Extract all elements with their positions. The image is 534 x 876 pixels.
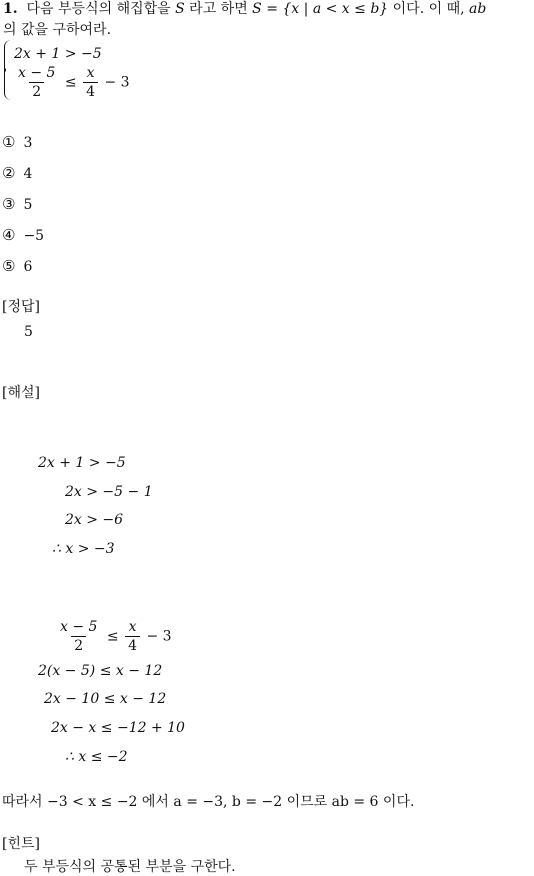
choice-4[interactable]	[2, 228, 44, 243]
solution-step: 2x > −6	[65, 512, 124, 528]
answer-value: 5	[24, 324, 33, 340]
choice-marker: ④	[2, 226, 16, 244]
problem-text-b: 라고 하면	[189, 1, 248, 17]
set-expression: S = {x | a < x ≤ b}	[252, 1, 389, 17]
solution-step: ∴ x > −3	[52, 541, 115, 557]
solution-step: 2x + 1 > −5	[38, 455, 126, 471]
choice-marker: ②	[2, 164, 16, 182]
choice-value: 6	[23, 258, 33, 275]
solution-frac-line: $\frac{x - 5}{2}$ ≤ $\frac{x}{4}$ − 3	[60, 619, 172, 654]
solution-step: 2x > −5 − 1	[65, 484, 153, 500]
choice-5[interactable]	[2, 259, 32, 274]
system-ineq-1: 2x + 1 > −5	[14, 46, 102, 62]
choice-value: −5	[23, 227, 45, 244]
solution-step: 2(x − 5) ≤ x − 12	[38, 663, 163, 679]
choice-value: 3	[23, 134, 33, 151]
solution-label: [해설]	[2, 385, 40, 401]
choice-value: 4	[23, 165, 33, 182]
hint-text: 두 부등식의 공통된 부분을 구한다.	[24, 859, 236, 875]
system-brace	[4, 40, 13, 100]
solution-step: ∴ x ≤ −2	[65, 749, 128, 765]
solution-step: 2x − x ≤ −12 + 10	[51, 720, 185, 736]
choice-3[interactable]	[2, 197, 32, 212]
ab-symbol: ab	[469, 1, 487, 17]
set-symbol: S	[175, 1, 185, 17]
choice-1[interactable]	[2, 135, 32, 150]
solution-conclusion: 따라서 −3 < x ≤ −2 에서 a = −3, b = −2 이므로 ab = 6 이다.	[2, 794, 415, 810]
answer-label: [정답]	[2, 299, 40, 315]
problem-line-1	[3, 2, 486, 16]
choice-marker: ①	[2, 133, 16, 151]
choice-value: 5	[23, 196, 33, 213]
solution-step: 2x − 10 ≤ x − 12	[44, 691, 167, 707]
hint-label: [힌트]	[2, 836, 40, 852]
system-ineq-2: $\frac{x - 5}{2}$ ≤ $\frac{x}{4}$ − 3	[18, 65, 130, 100]
problem-text-a: 다음 부등식의 해집합을	[26, 1, 171, 17]
choice-2[interactable]	[2, 166, 32, 181]
choice-marker: ⑤	[2, 257, 16, 275]
problem-line-2: 의 값을 구하여라.	[3, 22, 112, 38]
choice-marker: ③	[2, 195, 16, 213]
problem-number: 1.	[3, 1, 18, 17]
problem-text-c: 이다. 이 때,	[392, 1, 465, 17]
